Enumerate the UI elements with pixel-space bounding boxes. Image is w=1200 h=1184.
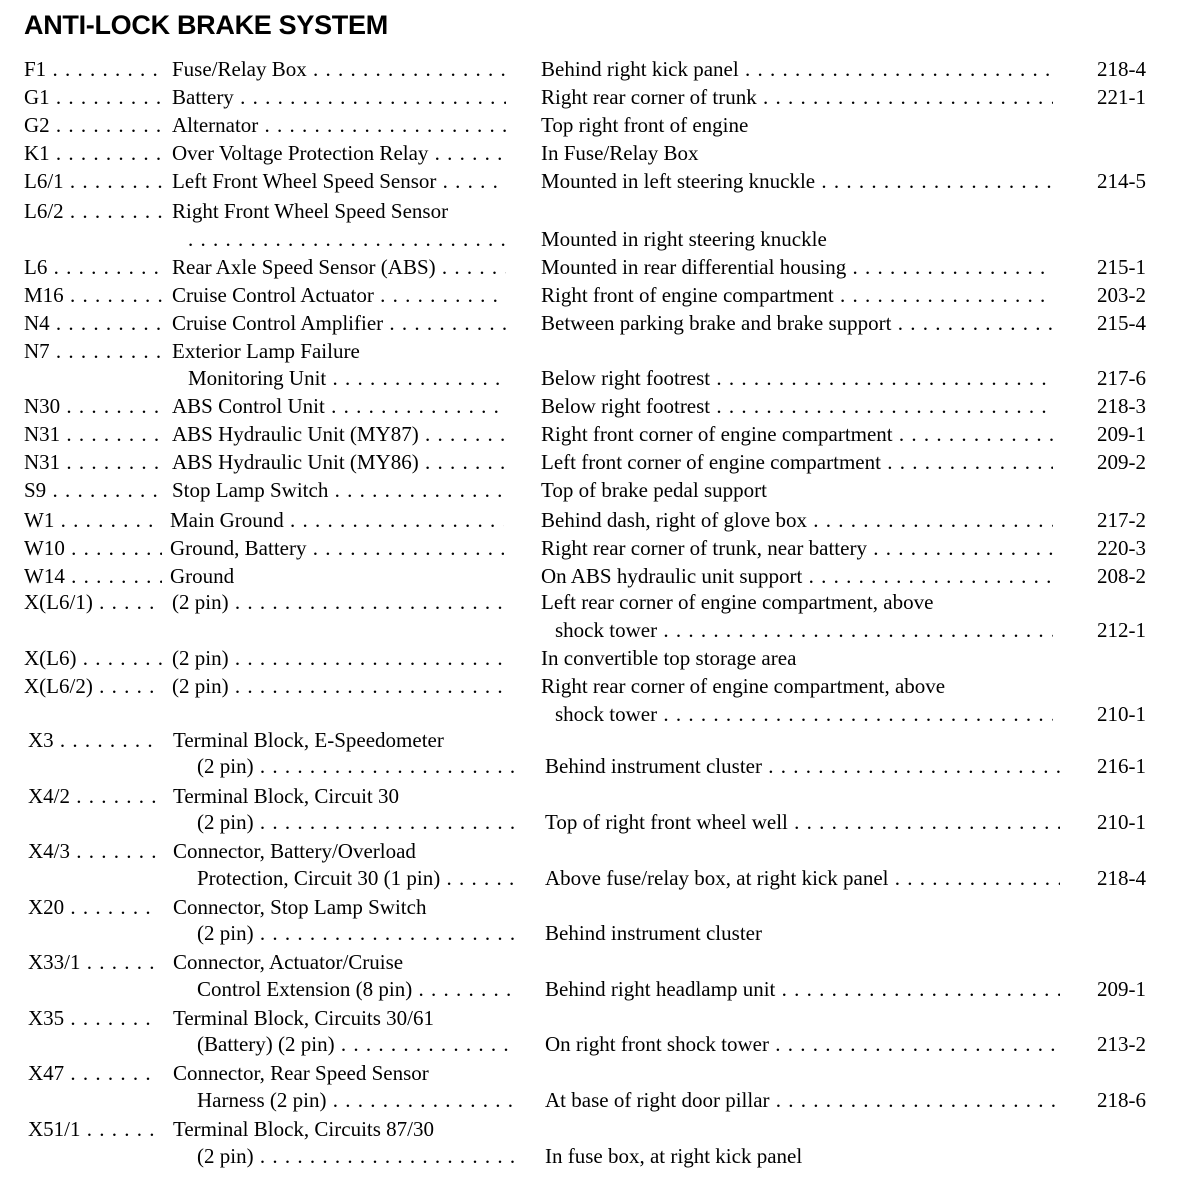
component-code: N7 . . . — [24, 338, 162, 364]
diagram-reference: 210-1 — [1097, 702, 1146, 726]
component-location: Above fuse/relay box, at right kick panel . . . — [545, 865, 1060, 891]
table-row-continuation — [0, 1031, 1200, 1057]
component-location: In convertible top storage area — [541, 646, 797, 670]
component-location: Right front of engine compartment . . . — [541, 282, 1053, 308]
diagram-reference: 203-2 — [1097, 283, 1146, 307]
diagram-reference: 215-4 — [1097, 311, 1146, 335]
component-description: Main Ground . . . — [170, 507, 504, 533]
component-location: Mounted in rear differential housing . . . — [541, 254, 1053, 280]
table-row-continuation — [0, 1143, 1200, 1169]
table-row — [0, 56, 1200, 82]
diagram-reference: 210-1 — [1097, 810, 1146, 834]
component-location: Mounted in right steering knuckle — [541, 227, 827, 251]
table-row — [0, 535, 1200, 561]
table-row — [0, 393, 1200, 419]
component-code: G1 . . . — [24, 84, 162, 110]
component-code: X4/3 . . . — [28, 838, 158, 864]
component-description: Cruise Control Amplifier . . . — [172, 310, 506, 336]
component-code: W14 . . . — [24, 563, 162, 589]
component-location: Behind right kick panel . . . — [541, 56, 1053, 82]
component-code: X47 . . . — [28, 1060, 158, 1086]
diagram-reference: 208-2 — [1097, 564, 1146, 588]
component-description: Ground — [170, 564, 235, 588]
component-description: (2 pin) . . . — [172, 645, 506, 671]
table-row-continuation — [0, 701, 1200, 727]
table-row-continuation — [0, 865, 1200, 891]
component-location: On ABS hydraulic unit support . . . — [541, 563, 1053, 589]
diagram-reference: 220-3 — [1097, 536, 1146, 560]
component-description-cont: (2 pin) . . . — [197, 753, 514, 779]
component-description: Right Front Wheel Speed Sensor — [172, 199, 449, 223]
table-row — [0, 1116, 1200, 1142]
component-description: Connector, Actuator/Cruise — [173, 950, 404, 974]
component-location: In fuse box, at right kick panel — [545, 1144, 803, 1168]
component-location: Behind dash, right of glove box . . . — [541, 507, 1053, 533]
table-row — [0, 563, 1200, 589]
component-code: N30 . . . — [24, 393, 162, 419]
component-code: X35 . . . — [28, 1005, 158, 1031]
table-row-continuation — [0, 365, 1200, 391]
table-row — [0, 310, 1200, 336]
diagram-reference: 214-5 — [1097, 169, 1146, 193]
component-code: F1 . . . — [24, 56, 162, 82]
component-description-cont: Harness (2 pin) . . . — [197, 1087, 514, 1113]
table-row — [0, 894, 1200, 920]
table-row-continuation — [0, 1087, 1200, 1113]
component-code: X(L6/2) . . . — [24, 673, 162, 699]
table-row — [0, 198, 1200, 224]
component-location: Right front corner of engine compartment . . . — [541, 421, 1053, 447]
component-code: S9 . . . — [24, 477, 162, 503]
table-row — [0, 507, 1200, 533]
table-row — [0, 449, 1200, 475]
component-code: G2 . . . — [24, 112, 162, 138]
diagram-reference: 221-1 — [1097, 85, 1146, 109]
table-row-continuation — [0, 976, 1200, 1002]
component-code: X(L6) . . . — [24, 645, 162, 671]
component-description: ABS Hydraulic Unit (MY87) . . . — [172, 421, 506, 447]
component-description: (2 pin) . . . — [172, 589, 506, 615]
component-location: Below right footrest . . . — [541, 393, 1053, 419]
component-description: Fuse/Relay Box . . . — [172, 56, 506, 82]
component-location: Right rear corner of trunk . . . — [541, 84, 1053, 110]
component-description-cont: Protection, Circuit 30 (1 pin) . . . — [197, 865, 514, 891]
component-location: Top right front of engine — [541, 113, 749, 137]
component-description: Over Voltage Protection Relay . . . — [172, 140, 506, 166]
table-row — [0, 140, 1200, 166]
table-row — [0, 1005, 1200, 1031]
component-description: Exterior Lamp Failure — [172, 339, 360, 363]
component-location: Right rear corner of trunk, near battery . . . — [541, 535, 1053, 561]
component-location: Mounted in left steering knuckle . . . — [541, 168, 1053, 194]
table-row — [0, 421, 1200, 447]
component-code: X51/1 . . . — [28, 1116, 158, 1142]
component-description: Rear Axle Speed Sensor (ABS) . . . — [172, 254, 506, 280]
diagram-reference: 215-1 — [1097, 255, 1146, 279]
table-row — [0, 282, 1200, 308]
diagram-reference: 217-2 — [1097, 508, 1146, 532]
leader-dots — [188, 226, 506, 252]
diagram-reference: 209-1 — [1097, 422, 1146, 446]
table-row — [0, 783, 1200, 809]
table-row — [0, 673, 1200, 699]
component-location: Left front corner of engine compartment . . . — [541, 449, 1053, 475]
table-row-continuation — [0, 809, 1200, 835]
table-row — [0, 838, 1200, 864]
component-description: ABS Control Unit . . . — [172, 393, 506, 419]
diagram-reference: 218-6 — [1097, 1088, 1146, 1112]
component-code: M16 . . . — [24, 282, 162, 308]
component-location: Behind instrument cluster — [545, 921, 762, 945]
table-row-continuation — [0, 920, 1200, 946]
component-description: Terminal Block, Circuits 87/30 — [173, 1117, 434, 1141]
table-row — [0, 84, 1200, 110]
component-description: Connector, Stop Lamp Switch — [173, 895, 427, 919]
component-code: L6 . . . — [24, 254, 162, 280]
component-code: N31 . . . — [24, 421, 162, 447]
component-description: Left Front Wheel Speed Sensor . . . — [172, 168, 506, 194]
table-row — [0, 727, 1200, 753]
table-row — [0, 645, 1200, 671]
component-code: N4 . . . — [24, 310, 162, 336]
component-location: Between parking brake and brake support . . . — [541, 310, 1053, 336]
component-description: (2 pin) . . . — [172, 673, 506, 699]
table-row — [0, 112, 1200, 138]
diagram-reference: 218-3 — [1097, 394, 1146, 418]
table-row-continuation — [0, 226, 1200, 252]
component-code: K1 . . . — [24, 140, 162, 166]
component-description-cont: (2 pin) . . . — [197, 920, 514, 946]
component-code: N31 . . . — [24, 449, 162, 475]
diagram-reference: 213-2 — [1097, 1032, 1146, 1056]
page-title: ANTI-LOCK BRAKE SYSTEM — [24, 10, 388, 40]
component-description: Terminal Block, E-Speedometer — [173, 728, 444, 752]
component-code: L6/2 . . . — [24, 198, 162, 224]
diagram-reference: 216-1 — [1097, 754, 1146, 778]
component-location: Left rear corner of engine compartment, above — [541, 590, 934, 614]
component-description: Battery . . . — [172, 84, 506, 110]
component-description-cont: (2 pin) . . . — [197, 809, 514, 835]
diagram-reference: 209-2 — [1097, 450, 1146, 474]
table-row — [0, 168, 1200, 194]
component-description: Connector, Battery/Overload — [173, 839, 416, 863]
component-location: Top of right front wheel well . . . — [545, 809, 1060, 835]
diagram-reference: 217-6 — [1097, 366, 1146, 390]
component-location: Top of brake pedal support — [541, 478, 767, 502]
table-row — [0, 254, 1200, 280]
table-row — [0, 589, 1200, 615]
component-code: X20 . . . — [28, 894, 158, 920]
table-row-continuation — [0, 753, 1200, 779]
diagram-reference: 218-4 — [1097, 57, 1146, 81]
table-row — [0, 338, 1200, 364]
component-location: In Fuse/Relay Box — [541, 141, 699, 165]
component-code: L6/1 . . . — [24, 168, 162, 194]
component-code: W10 . . . — [24, 535, 162, 561]
component-location: Behind instrument cluster . . . — [545, 753, 1060, 779]
diagram-reference: 212-1 — [1097, 618, 1146, 642]
component-description: Connector, Rear Speed Sensor — [173, 1061, 429, 1085]
component-code: W1 . . . — [24, 507, 162, 533]
diagram-reference: 209-1 — [1097, 977, 1146, 1001]
component-location: Behind right headlamp unit . . . — [545, 976, 1060, 1002]
component-location: Right rear corner of engine compartment, above — [541, 674, 946, 698]
component-location: On right front shock tower . . . — [545, 1031, 1060, 1057]
component-code: X4/2 . . . — [28, 783, 158, 809]
component-location-cont: shock tower . . . — [555, 701, 1053, 727]
component-description: Terminal Block, Circuits 30/61 — [173, 1006, 434, 1030]
component-code: X(L6/1) . . . — [24, 589, 162, 615]
diagram-reference: 218-4 — [1097, 866, 1146, 890]
component-description: Terminal Block, Circuit 30 — [173, 784, 399, 808]
component-description: Stop Lamp Switch . . . — [172, 477, 506, 503]
component-code: X33/1 . . . — [28, 949, 158, 975]
component-description-cont: Control Extension (8 pin) . . . — [197, 976, 514, 1002]
table-row — [0, 477, 1200, 503]
component-description-cont: Monitoring Unit . . . — [188, 365, 506, 391]
component-description: Ground, Battery . . . — [170, 535, 504, 561]
table-row — [0, 949, 1200, 975]
component-description: Cruise Control Actuator . . . — [172, 282, 506, 308]
component-description: Alternator . . . — [172, 112, 506, 138]
table-row — [0, 1060, 1200, 1086]
component-location-cont: shock tower . . . — [555, 617, 1053, 643]
component-description-cont: (2 pin) . . . — [197, 1143, 514, 1169]
component-description: ABS Hydraulic Unit (MY86) . . . — [172, 449, 506, 475]
component-location: At base of right door pillar . . . — [545, 1087, 1060, 1113]
component-code: X3 . . . — [28, 727, 158, 753]
table-row-continuation — [0, 617, 1200, 643]
component-location: Below right footrest . . . — [541, 365, 1053, 391]
component-description-cont: (Battery) (2 pin) . . . — [197, 1031, 514, 1057]
